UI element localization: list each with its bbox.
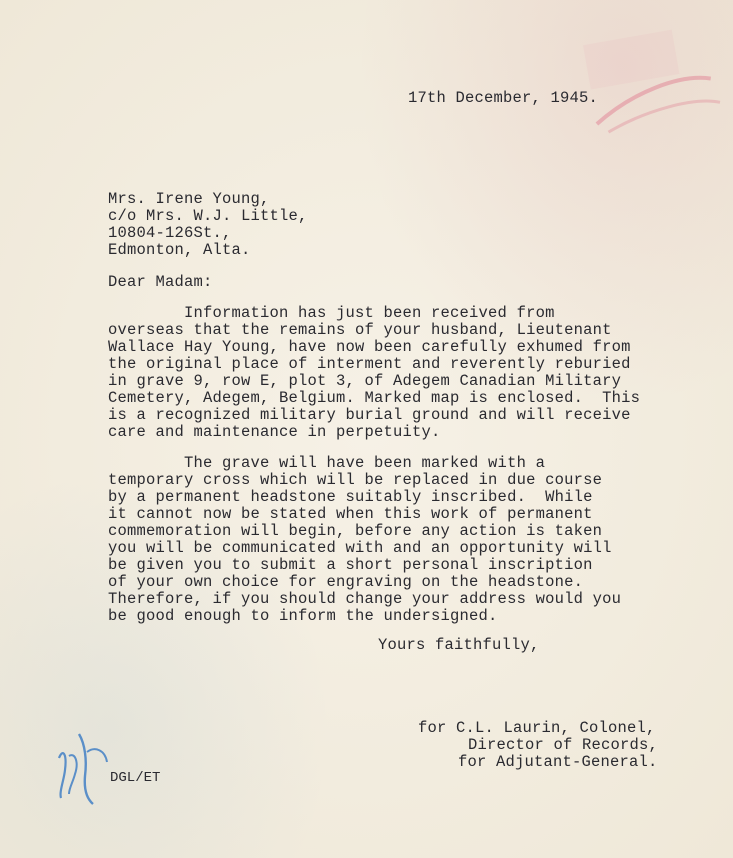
paragraph2-line: The grave will have been marked with a	[108, 454, 546, 472]
signature-line-2: Director of Records,	[468, 736, 659, 754]
signature-line-1: for C.L. Laurin, Colonel,	[418, 719, 656, 737]
address-line-1: Mrs. Irene Young,	[108, 190, 270, 208]
faded-stamp	[561, 8, 730, 152]
paragraph1-line: overseas that the remains of your husband, Lieutenant	[108, 321, 612, 339]
paragraph2-line: be given you to submit a short personal inscription	[108, 556, 593, 574]
paragraph1-line: the original place of interment and reverently reburied	[108, 355, 631, 373]
paragraph1-line: care and maintenance in perpetuity.	[108, 423, 441, 441]
address-line-2: c/o Mrs. W.J. Little,	[108, 207, 308, 225]
salutation: Dear Madam:	[108, 273, 213, 291]
closing: Yours faithfully,	[378, 636, 540, 654]
paragraph1-line: Cemetery, Adegem, Belgium. Marked map is enclosed. This	[108, 389, 641, 407]
paragraph2-line: by a permanent headstone suitably inscribed. While	[108, 488, 593, 506]
paragraph2-line: of your own choice for engraving on the headstone.	[108, 573, 584, 591]
paragraph2-line: commemoration will begin, before any action is taken	[108, 522, 603, 540]
date: 17th December, 1945.	[408, 89, 599, 107]
handwritten-initials	[55, 722, 111, 808]
paragraph1-line: Information has just been received from	[108, 304, 555, 322]
address-line-3: 10804-126St.,	[108, 224, 232, 242]
reference-code: DGL/ET	[110, 770, 161, 786]
paragraph2-line: it cannot now be stated when this work of permanent	[108, 505, 593, 523]
paragraph1-line: Wallace Hay Young, have now been carefully exhumed from	[108, 338, 631, 356]
paragraph2-line: you will be communicated with and an opportunity will	[108, 539, 612, 557]
address-line-4: Edmonton, Alta.	[108, 241, 251, 259]
signature-line-3: for Adjutant-General.	[458, 753, 658, 771]
paragraph2-line: temporary cross which will be replaced in due course	[108, 471, 603, 489]
paragraph1-line: is a recognized military burial ground and will receive	[108, 406, 631, 424]
paragraph2-line: be good enough to inform the undersigned.	[108, 607, 498, 625]
paragraph1-line: in grave 9, row E, plot 3, of Adegem Canadian Military	[108, 372, 622, 390]
paragraph2-line: Therefore, if you should change your address would you	[108, 590, 622, 608]
